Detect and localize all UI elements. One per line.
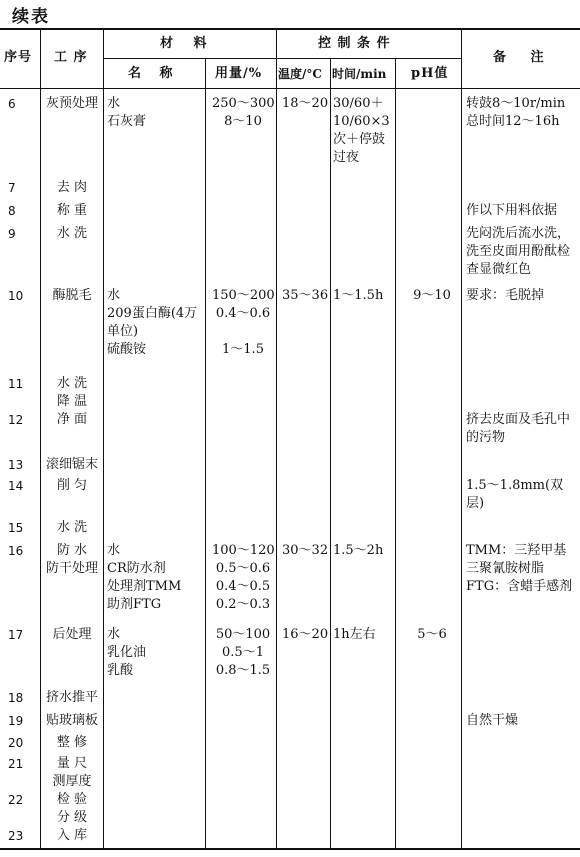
row-17-names: 水 乳化油 乳酸 xyxy=(107,627,147,678)
row-17-ph: 5～6 xyxy=(417,627,447,642)
header-seq: 序号 xyxy=(4,50,33,65)
row-20-proc: 整 修 xyxy=(56,735,88,750)
header-remarks: 备 注 xyxy=(493,50,545,65)
col-rule xyxy=(40,28,41,850)
row-15-no: 15 xyxy=(8,521,24,535)
row-8-no: 8 xyxy=(8,204,16,218)
row-12-no: 12 xyxy=(8,413,24,427)
row-14-no: 14 xyxy=(8,479,24,493)
row-6-proc: 灰预处理 xyxy=(45,96,98,111)
row-17-doses: 50～100 0.5～1 0.8～1.5 xyxy=(215,627,271,678)
process-table xyxy=(0,28,580,850)
row-10-remark: 要求：毛脱掉 xyxy=(466,288,545,303)
row-22-proc: 检 验 分 级 xyxy=(56,792,88,825)
row-7-no: 7 xyxy=(8,181,16,195)
header-dosage: 用量/% xyxy=(215,66,263,81)
header-control: 控 制 条 件 xyxy=(318,36,391,51)
row-11-no: 11 xyxy=(8,377,24,391)
row-11-proc: 水 洗 降 温 xyxy=(56,376,88,409)
row-9-proc: 水 洗 xyxy=(56,226,88,241)
row-16-names: 水 CR防水剂 处理剂TMM 助剂FTG xyxy=(107,543,182,612)
row-20-no: 20 xyxy=(8,736,24,750)
row-6-doses: 250～300 8～10 xyxy=(212,96,275,129)
header-process: 工 序 xyxy=(54,50,88,65)
table-caption: 续表 xyxy=(12,7,50,27)
header-ph: pH值 xyxy=(411,66,449,81)
row-16-no: 16 xyxy=(8,544,24,558)
row-19-no: 19 xyxy=(8,714,24,728)
row-21-no: 21 xyxy=(8,757,24,771)
row-6-temp: 18～20 xyxy=(282,96,329,111)
row-16-remark: TMM：三羟甲基三聚氰胺树脂 FTG：含蜡手感剂 xyxy=(466,543,573,594)
row-17-temp: 16～20 xyxy=(282,627,329,642)
row-14-proc: 削 匀 xyxy=(56,478,88,493)
row-22-no: 22 xyxy=(8,793,24,807)
row-9-remark: 先闷洗后流水洗，洗至皮面用酚酞检查显微红色 xyxy=(466,226,571,277)
row-10-time: 1～1.5h xyxy=(333,288,384,303)
row-7-proc: 去 肉 xyxy=(56,180,88,195)
row-23-proc: 入 库 xyxy=(56,828,88,843)
col-rule xyxy=(103,28,104,850)
row-19-proc: 贴玻璃板 xyxy=(45,713,98,728)
row-16-doses: 100～120 0.5～0.6 0.4～0.5 0.2～0.3 xyxy=(212,543,275,612)
row-17-time: 1h左右 xyxy=(333,627,376,642)
row-8-proc: 称 重 xyxy=(56,203,88,218)
row-9-no: 9 xyxy=(8,227,16,241)
row-17-proc: 后处理 xyxy=(52,627,92,642)
row-14-remark: 1.5～1.8mm(双层) xyxy=(466,478,564,511)
row-18-proc: 挤水推平 xyxy=(45,690,98,705)
col-rule xyxy=(276,28,277,850)
row-13-proc: 滚细锯末 xyxy=(45,457,98,472)
top-rule xyxy=(0,28,580,30)
col-rule xyxy=(330,58,331,850)
header-time: 时间/min xyxy=(332,67,387,81)
row-10-no: 10 xyxy=(8,289,24,303)
row-6-remark: 转鼓8～10r/min 总时间12～16h xyxy=(466,96,566,129)
row-19-remark: 自然干燥 xyxy=(466,713,519,728)
col-rule xyxy=(461,28,462,850)
row-15-proc: 水 洗 xyxy=(56,520,88,535)
row-16-time: 1.5～2h xyxy=(333,543,384,558)
header-temp: 温度/°C xyxy=(278,67,322,81)
row-18-no: 18 xyxy=(8,691,24,705)
header-name: 名 称 xyxy=(128,66,174,81)
header-mid-rule xyxy=(103,58,461,59)
row-6-time: 30/60＋ 10/60×3 次＋停鼓 过夜 xyxy=(333,96,390,165)
row-13-no: 13 xyxy=(8,458,24,472)
row-12-remark: 挤去皮面及毛孔中的污物 xyxy=(466,412,571,445)
col-rule xyxy=(395,58,396,850)
col-rule xyxy=(205,58,206,850)
row-12-proc: 净 面 xyxy=(56,412,88,427)
row-6-no: 6 xyxy=(8,97,16,111)
row-23-no: 23 xyxy=(8,829,24,843)
row-10-doses: 150～200 0.4～0.6 1～1.5 xyxy=(212,288,275,357)
row-10-ph: 9～10 xyxy=(413,288,451,303)
bottom-rule xyxy=(0,848,580,850)
row-10-names: 水 209蛋白酶(4万 单位) 硫酸铵 xyxy=(107,288,198,357)
row-6-names: 水 石灰膏 xyxy=(107,96,147,129)
row-21-proc: 量 尺 测厚度 xyxy=(52,756,92,789)
row-17-no: 17 xyxy=(8,628,24,642)
header-materials: 材 料 xyxy=(160,36,208,51)
row-8-remark: 作以下用料依据 xyxy=(466,203,558,218)
row-16-proc: 防 水 防干处理 xyxy=(45,543,98,576)
row-10-temp: 35～36 xyxy=(282,288,329,303)
row-10-proc: 酶脱毛 xyxy=(52,288,92,303)
row-16-temp: 30～32 xyxy=(282,543,329,558)
header-bottom-rule xyxy=(0,88,580,89)
